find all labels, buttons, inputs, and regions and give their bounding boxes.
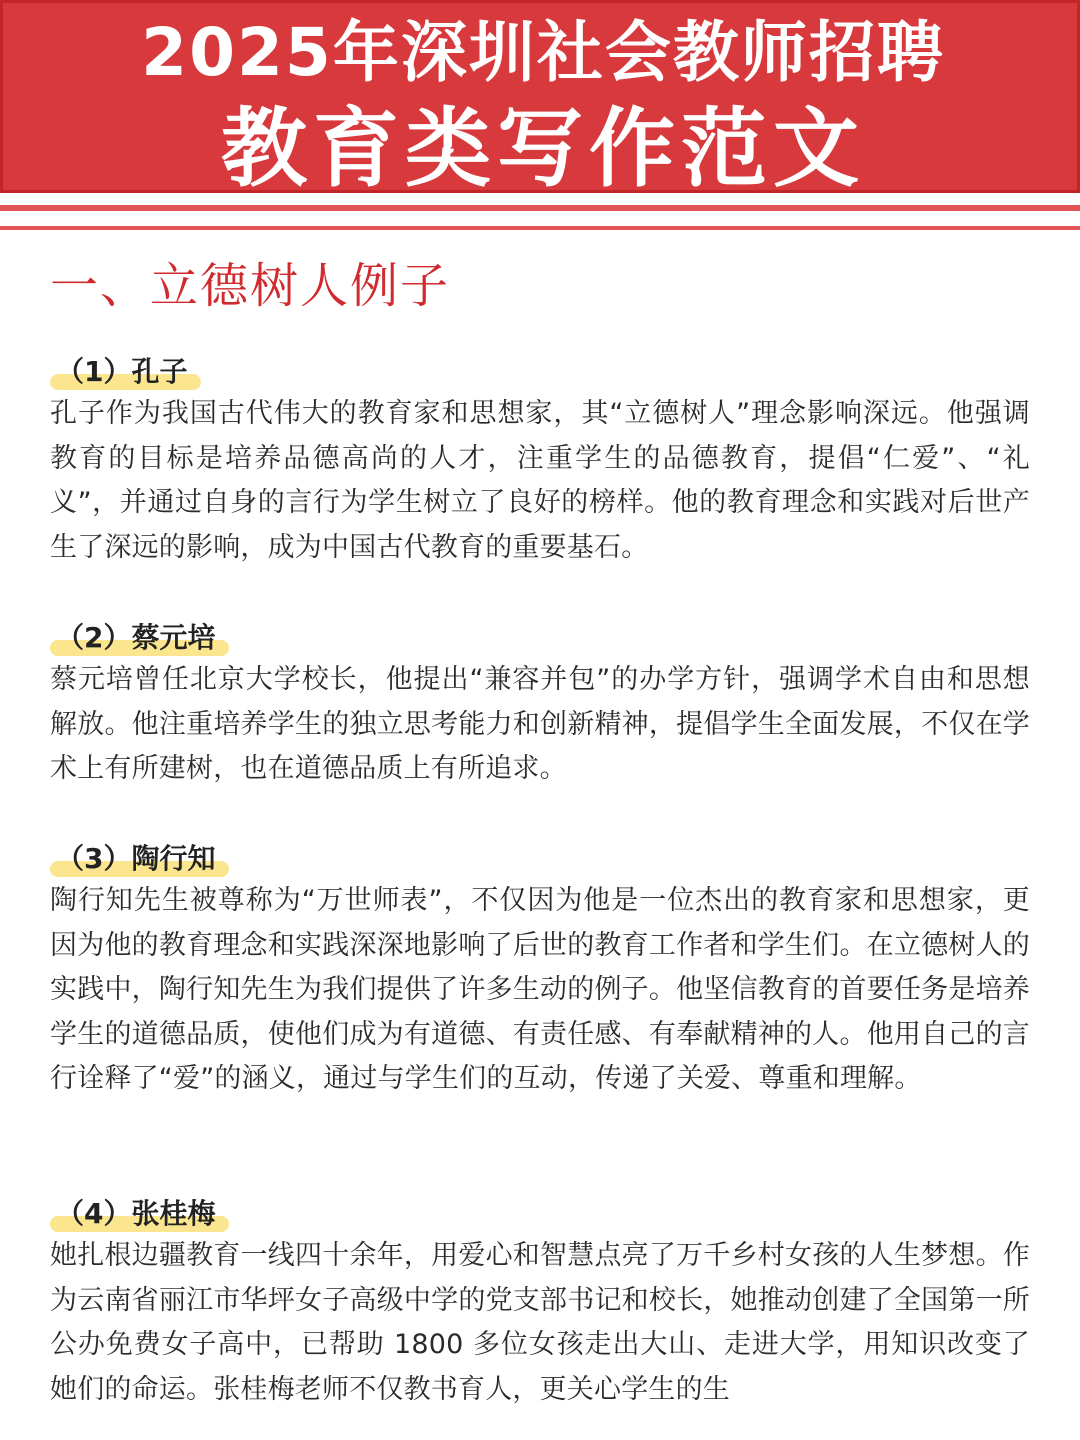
example-title [50,618,229,658]
example-item [50,352,1030,570]
example-item [50,839,1030,1102]
example-title-text: （4）张桂梅 [56,1197,216,1230]
example-title-text: （3）陶行知 [56,842,216,875]
example-body: 孔子作为我国古代伟大的教育家和思想家，其“立德树人”理念影响深远。他强调教育的目标是培养品德高尚的人才，注重学生的品德教育，提倡“仁爱”、“礼义”，并通过自身的言行为学生树立了良好的榜样。他的教育理念和实践对后世产生了深远的影响，成为中国古代教育的重要基石。 [50,398,1030,563]
example-body: 蔡元培曾任北京大学校长，他提出“兼容并包”的办学方针，强调学术自由和思想解放。他注重培养学生的独立思考能力和创新精神，提倡学生全面发展，不仅在学术上有所建树，也在道德品质上有所追求。 [50,664,1030,784]
divider-stripe [0,205,1080,211]
example-body: 她扎根边疆教育一线四十余年，用爱心和智慧点亮了万千乡村女孩的人生梦想。作为云南省丽江市华坪女子高级中学的党支部书记和校长，她推动创建了全国第一所公办免费女子高中，已帮助 1800 多位女孩走出大山、走进大学，用知识改变了她们的命运。张桂梅老师不仅教书育人，更关心学生的生 [50,1240,1030,1405]
example-item [50,1194,1030,1412]
example-item [50,618,1030,792]
example-title-text: （1）孔子 [56,355,188,388]
example-title-text: （2）蔡元培 [56,621,216,654]
banner-title-line1: 2025年深圳社会教师招聘 [141,14,945,91]
section-heading: 一、立德树人例子 [50,258,451,314]
banner-title-line2: 教育类写作范文 [221,99,865,199]
example-title [50,352,201,392]
example-title [50,1194,229,1234]
divider-stripe [0,226,1080,230]
title-banner [0,0,1080,199]
example-body: 陶行知先生被尊称为“万世师表”，不仅因为他是一位杰出的教育家和思想家，更因为他的教育理念和实践深深地影响了后世的教育工作者和学生们。在立德树人的实践中，陶行知先生为我们提供了许多生动的例子。他坚信教育的首要任务是培养学生的道德品质，使他们成为有道德、有责任感、有奉献精神的人。他用自己的言行诠释了“爱”的涵义，通过与学生们的互动，传递了关爱、尊重和理解。 [50,885,1030,1094]
example-title [50,839,229,879]
